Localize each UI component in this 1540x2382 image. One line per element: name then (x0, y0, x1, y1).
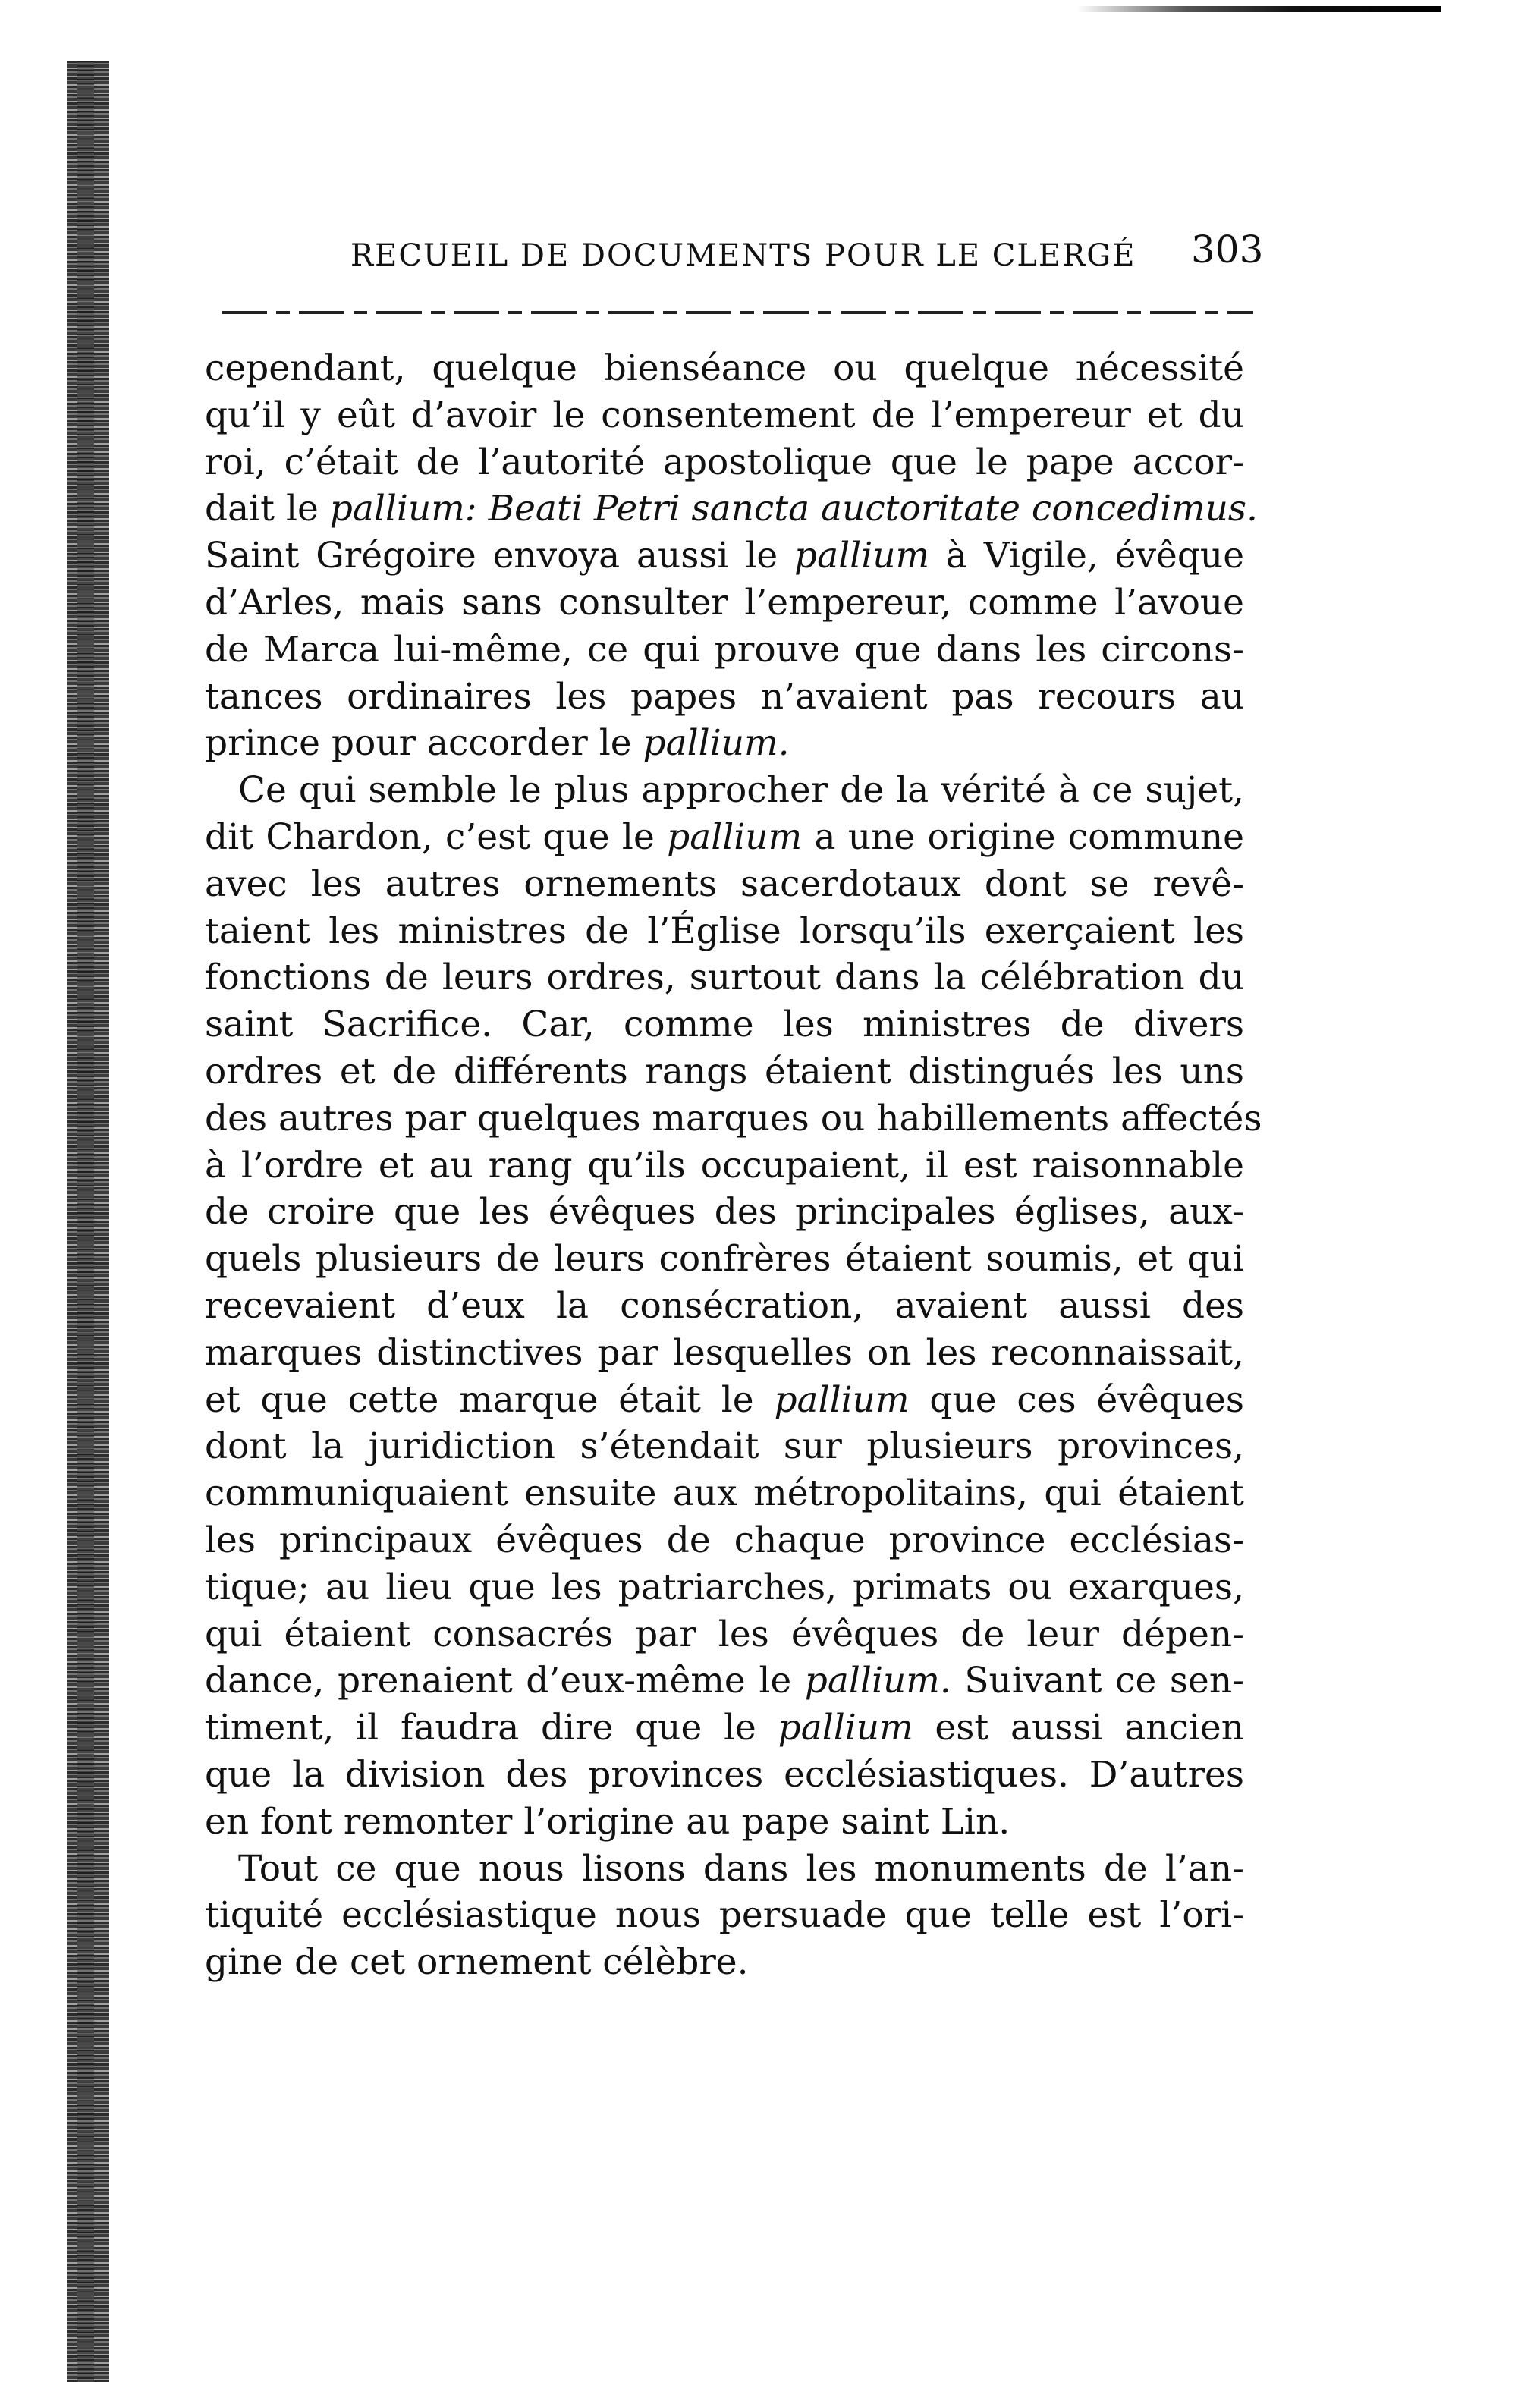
text-segment: Tout ce que nous lisons dans les monuments de l’an- (238, 1847, 1244, 1890)
text-segment: est aussi ancien (913, 1707, 1245, 1749)
text-segment: que ces évêques (909, 1378, 1244, 1421)
text-segment: a une origine commune (802, 815, 1244, 858)
text-segment: de croire que les évêques des principales églises, aux- (205, 1191, 1244, 1233)
text-line (205, 1283, 1244, 1330)
text-line (205, 1330, 1244, 1377)
text-segment: recevaient d’eux la consécration, avaient aussi des (205, 1284, 1244, 1327)
text-segment: tique; au lieu que les patriarches, primats ou exarques, (205, 1566, 1244, 1608)
text-line (205, 1705, 1244, 1752)
text-line (205, 486, 1258, 533)
text-line (205, 674, 1244, 721)
body-text (205, 345, 1262, 1986)
page-number: 303 (1191, 228, 1264, 272)
text-segment: tiquité ecclésiastique nous persuade que telle est l’ori- (205, 1894, 1244, 1937)
italic-text: pallium: Beati Petri sancta auctoritate concedimus. (329, 488, 1258, 530)
italic-text: pallium (667, 815, 803, 858)
italic-text: pallium. (804, 1660, 951, 1702)
text-line (205, 1001, 1244, 1048)
text-segment: gine de cet ornement célèbre. (205, 1941, 749, 1984)
text-segment: avec les autres ornements sacerdotaux dont se revê- (205, 863, 1244, 905)
text-line (205, 1048, 1244, 1095)
text-segment: roi, c’était de l’autorité apostolique que le pape accor- (205, 441, 1244, 483)
book-binding-edge (67, 61, 109, 2382)
text-segment: qui étaient consacrés par les évêques de leur dépen- (205, 1613, 1244, 1655)
text-segment: ordres et de différents rangs étaient distingués les uns (205, 1050, 1244, 1092)
text-segment: dait le (205, 488, 330, 530)
text-segment: timent, il faudra dire que le (205, 1707, 778, 1749)
text-line (205, 1892, 1244, 1939)
text-line (205, 908, 1244, 955)
text-line (205, 954, 1244, 1001)
text-line (205, 1142, 1244, 1189)
italic-text: pallium. (643, 722, 790, 765)
text-segment: communiquaient ensuite aux métropolitains, qui étaient (205, 1472, 1244, 1515)
text-segment: prince pour accorder le (205, 722, 643, 765)
text-line (205, 1236, 1244, 1283)
text-segment: en font remonter l’origine au pape saint Lin. (205, 1800, 1010, 1843)
text-line (205, 1470, 1244, 1517)
text-line (205, 627, 1244, 674)
text-segment: à l’ordre et au rang qu’ils occupaient, il est raisonnable (205, 1144, 1244, 1186)
text-segment: dance, prenaient d’eux-même le (205, 1660, 805, 1702)
italic-text: pallium (794, 535, 930, 577)
text-segment: que la division des provinces ecclésiastiques. D’autres (205, 1753, 1244, 1796)
text-segment: de Marca lui-même, ce qui prouve que dans les circons- (205, 628, 1244, 671)
italic-text: pallium (774, 1378, 910, 1421)
text-segment: dont la juridiction s’étendait sur plusieurs provinces, (205, 1425, 1244, 1468)
text-segment: taient les ministres de l’Église lorsqu’ils exerçaient les (205, 910, 1244, 952)
header-rule (222, 311, 1253, 314)
text-segment: cependant, quelque bienséance ou quelque nécessité (205, 347, 1244, 389)
text-segment: à Vigile, évêque (929, 535, 1245, 577)
text-segment: et que cette marque était le (205, 1378, 775, 1421)
running-head: RECUEIL DE DOCUMENTS POUR LE CLERGÉ (350, 238, 1136, 273)
text-line (205, 1189, 1244, 1236)
text-segment: saint Sacrifice. Car, comme les ministres de divers (205, 1004, 1244, 1046)
text-segment: quels plusieurs de leurs confrères étaient soumis, et qui (205, 1238, 1244, 1281)
text-line (205, 720, 1244, 767)
text-segment: d’Arles, mais sans consulter l’empereur, comme l’avoue (205, 581, 1244, 624)
text-line (205, 1846, 1244, 1893)
text-line (205, 580, 1244, 627)
text-line (205, 1423, 1244, 1470)
text-line (205, 345, 1244, 392)
text-segment: tances ordinaires les papes n’avaient pas recours au (205, 675, 1244, 718)
text-line (205, 1377, 1244, 1424)
italic-text: pallium (778, 1707, 913, 1749)
text-line (205, 392, 1244, 439)
text-line (205, 861, 1244, 908)
text-segment: Saint Grégoire envoya aussi le (205, 535, 795, 577)
text-segment: fonctions de leurs ordres, surtout dans la célébration du (205, 957, 1244, 999)
text-segment: Suivant ce sen- (951, 1660, 1244, 1702)
text-line (205, 1752, 1244, 1799)
text-line (205, 1095, 1262, 1142)
scan-top-edge (1077, 6, 1441, 12)
text-segment: les principaux évêques de chaque province ecclésias- (205, 1519, 1244, 1561)
text-line (205, 1564, 1244, 1611)
text-line (205, 1939, 1244, 1986)
text-line (205, 1799, 1244, 1846)
text-line (205, 814, 1244, 861)
text-line (205, 439, 1244, 486)
text-line (205, 1517, 1244, 1564)
text-segment: des autres par quelques marques ou habillements affectés (205, 1097, 1262, 1139)
text-line (205, 1611, 1244, 1658)
text-segment: Ce qui semble le plus approcher de la vérité à ce sujet, (238, 769, 1244, 812)
text-segment: dit Chardon, c’est que le (205, 815, 668, 858)
text-line (205, 767, 1244, 814)
text-segment: marques distinctives par lesquelles on les reconnaissait, (205, 1331, 1244, 1374)
text-line (205, 533, 1244, 580)
text-line (205, 1658, 1244, 1705)
text-segment: qu’il y eût d’avoir le consentement de l’empereur et du (205, 394, 1244, 436)
